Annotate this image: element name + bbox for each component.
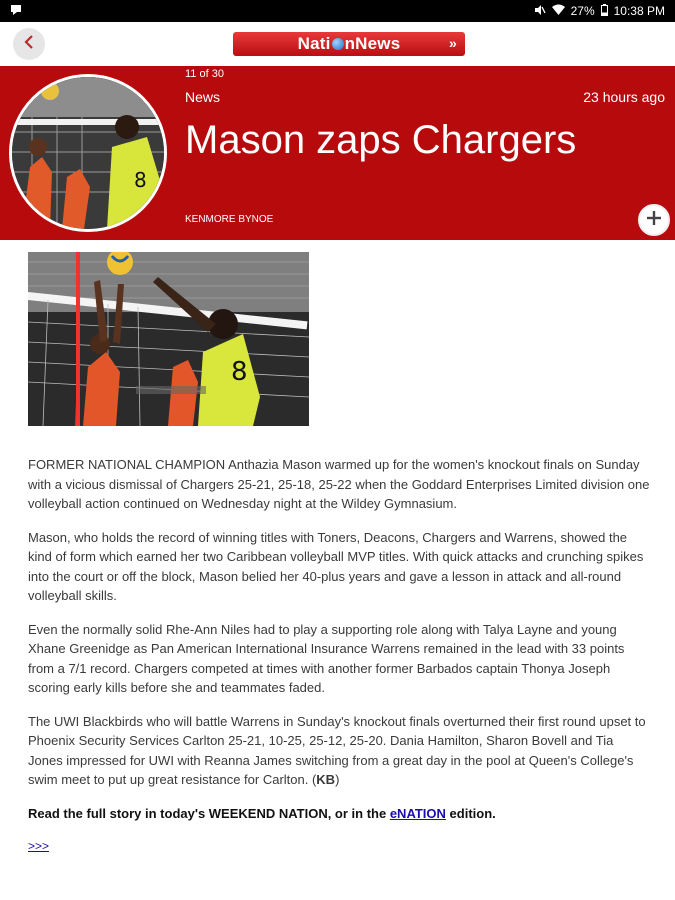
logo-text-part2: nNews [344,34,401,53]
article-category[interactable]: News [185,89,221,105]
battery-level: 27% [570,4,595,18]
svg-text:8: 8 [231,357,248,387]
article-author: KENMORE BYNOE [185,214,274,225]
article-paragraph [28,712,650,790]
paragraph-close: ) [335,772,340,787]
mute-icon [534,4,546,19]
article-paragraph: Mason, who holds the record of winning titles with Toners, Deacons, Chargers and Warrens, showed the kind of form which earned her two Caribbean volleyball MVP titles. With quick attacks and crunching spikes into the court or off the block, Mason belied her 40-plus years and gave a lesson in attack and all-round volleyball skills. [28,529,644,603]
article-timestamp: 23 hours ago [583,89,665,105]
double-chevron-icon: » [449,35,457,51]
nation-news-logo[interactable] [233,32,465,56]
cta-suffix: edition. [445,805,496,821]
reporter-initials: KB [316,772,336,787]
article-header [0,66,675,240]
plus-icon [646,210,662,231]
read-more-callout [28,804,650,824]
article-title: Mason zaps Chargers [185,118,577,162]
svg-text:8: 8 [134,168,147,192]
enation-link[interactable]: eNATION [389,805,446,821]
status-bar [0,0,675,22]
logo-text-part1: Nati [297,34,331,53]
article-thumbnail [9,74,167,232]
back-button[interactable] [13,28,45,60]
article-paragraph: Even the normally solid Rhe-Ann Niles had to play a supporting role along with Talya Layne and young Xhane Greenidge as Pan American International Insurance Warrens remained in the lead with 33 points from a 7/1 record. Chargers competed at times with another former Barbados captain Thonya Joseph scoring early kills before she and teammates faded. [28,621,625,695]
cta-prefix: Read the full story in today's WEEKEND NATION, or in the [28,805,390,821]
app-bar [0,22,675,66]
chevron-left-icon [23,35,35,54]
notification-icon [10,4,22,19]
more-link[interactable]: >>> [28,839,50,853]
article-paragraph-text: The UWI Blackbirds who will battle Warrens in Sunday's knockout finals overturned their first round upset to Phoenix Security Services Carlton 25-21, 10-25, 25-12, 25-20. Dania Hamilton, Sharon Bovell and Tia Jones impressed for UWI with Reanna James switching from a great day in the pool at Queen's College's swim meet to put up great resistance for Carlton. ( [28,713,646,787]
article-paragraph: FORMER NATIONAL CHAMPION Anthazia Mason warmed up for the women's knockout finals on Sunday with a vicious dismissal of Chargers 25-21, 25-18, 25-22 when the Goddard Enterprises Limited division one volleyball action continued on Wednesday night at the Wildey Gymnasium. [28,457,650,511]
globe-icon [332,38,344,50]
clock: 10:38 PM [613,4,665,18]
add-button[interactable] [638,204,670,236]
battery-icon [601,4,608,19]
wifi-icon [552,4,565,18]
article-photo [28,252,309,426]
article-body [28,455,650,871]
article-position: 11 of 30 [185,68,224,80]
